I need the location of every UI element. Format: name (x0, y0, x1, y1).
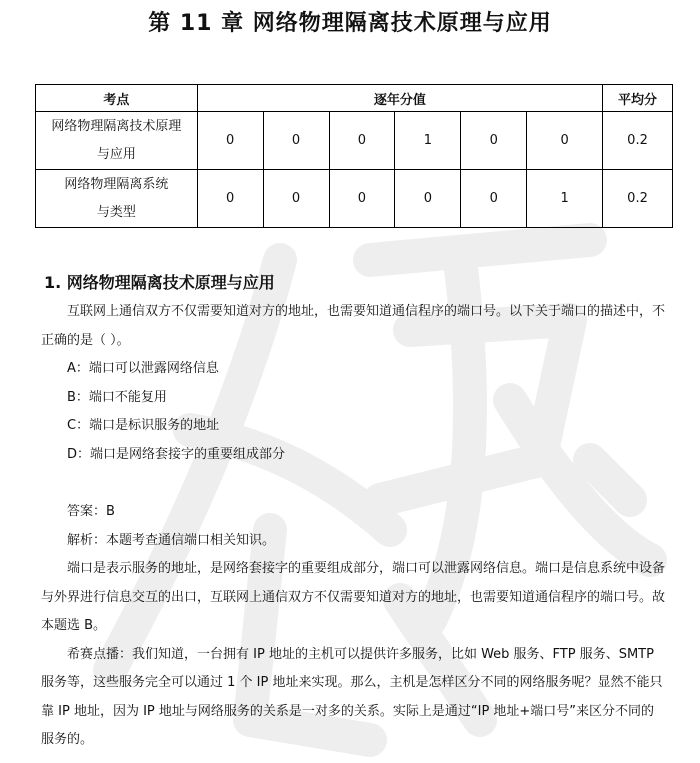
header-topic: 考点 (36, 85, 198, 112)
topic-line: 网络物理隔离系统 (64, 176, 169, 192)
average-cell: 0.2 (603, 170, 673, 228)
score-cell: 0 (461, 112, 527, 170)
score-table (35, 84, 673, 228)
section-title: 1. 网络物理隔离技术原理与应用 (44, 273, 275, 292)
row-topic (36, 112, 198, 170)
commentary-text: 希赛点播：我们知道，一台拥有 IP 地址的主机可以提供许多服务，比如 Web 服务、FTP 服务、SMTP 服务等，这些服务完全可以通过 1 个 IP 地址来实现。那么，主机是怎样区分不同的网络服务呢？显然不能只靠 IP 地址，因为 IP 地址与网络服务的关系是一对多的关系。实际上是通过“IP 地址+端口号”来区分不同的服务的。 (41, 646, 663, 747)
score-cell: 1 (395, 112, 461, 170)
average-cell: 0.2 (603, 112, 673, 170)
header-average: 平均分 (603, 85, 673, 112)
score-cell: 0 (527, 112, 603, 170)
option-c: C：端口是标识服务的地址 (67, 418, 220, 433)
table-row (36, 170, 673, 228)
row-topic (36, 170, 198, 228)
topic-line: 与类型 (96, 204, 136, 220)
score-cell: 0 (263, 170, 329, 228)
score-cell: 0 (461, 170, 527, 228)
topic-line: 与应用 (96, 146, 136, 162)
header-yearly-scores: 逐年分值 (197, 85, 602, 112)
explanation-text: 端口是表示服务的地址，是网络套接字的重要组成部分，端口可以泄露网络信息。端口是信息系统中设备与外界进行信息交互的出口，互联网上通信双方不仅需要知道对方的地址，也需要知道通信程序的端口号。故本题选 B。 (41, 561, 666, 633)
table-header-row (36, 85, 673, 112)
score-cell: 0 (329, 170, 395, 228)
score-cell: 1 (527, 170, 603, 228)
option-b: B：端口不能复用 (67, 389, 167, 405)
score-cell: 0 (329, 112, 395, 170)
chapter-title: 第 11 章 网络物理隔离技术原理与应用 (148, 11, 552, 36)
option-a: A：端口可以泄露网络信息 (67, 361, 219, 376)
score-cell: 0 (197, 170, 263, 228)
answer-text: 答案：B (67, 504, 115, 519)
analysis-text: 解析：本题考查通信端口相关知识。 (67, 532, 276, 548)
question-body (41, 298, 665, 755)
table-row (36, 112, 673, 170)
question-text: 互联网上通信双方不仅需要知道对方的地址，也需要知道通信程序的端口号。以下关于端口的描述中，不正确的是（ ）。 (41, 304, 666, 348)
score-cell: 0 (197, 112, 263, 170)
score-cell: 0 (263, 112, 329, 170)
score-cell: 0 (395, 170, 461, 228)
option-d: D：端口是网络套接字的重要组成部分 (67, 446, 286, 462)
topic-line: 网络物理隔离技术原理 (51, 118, 182, 134)
